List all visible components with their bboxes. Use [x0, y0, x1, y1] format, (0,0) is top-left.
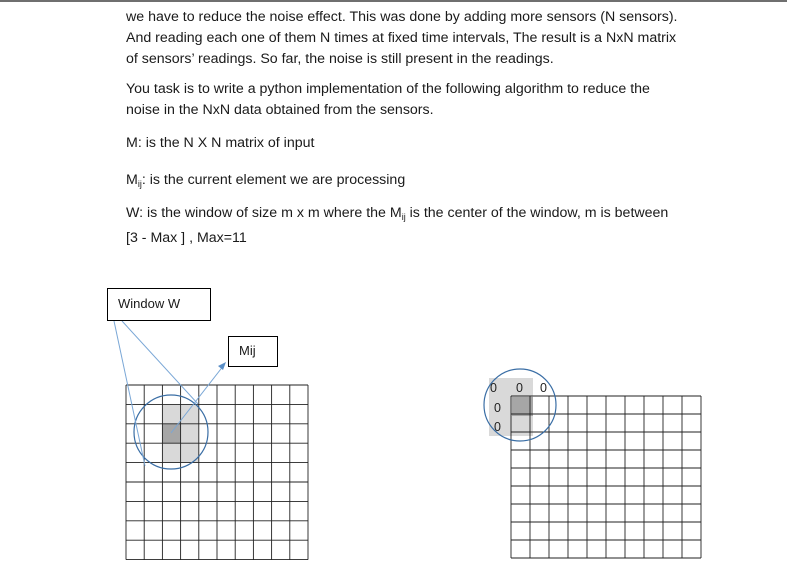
symbol-m: M: [126, 172, 138, 188]
definition-matrix: M: is the N X N matrix of input: [126, 135, 315, 151]
subscript-ij: ij: [137, 179, 142, 189]
pad-zero-label: 0: [494, 420, 501, 434]
mij-label-box: Mij: [228, 336, 278, 367]
center-cell: [162, 424, 181, 443]
window-w-label-box: Window W: [107, 288, 211, 321]
grid-lines: [511, 396, 701, 558]
text-line: of sensors’ readings. So far, the noise is still present in the readings.: [126, 51, 554, 67]
matrix-grid-right: [489, 378, 701, 558]
text-line: You task is to write a python implementation of the following algorithm to reduce the: [126, 81, 650, 97]
window-pointer-line: [122, 321, 198, 404]
subscript-ij: ij: [401, 212, 406, 222]
pad-zero-label: 0: [540, 381, 547, 395]
pad-zero-label: 0: [494, 401, 501, 415]
text-line: [3 - Max ] , Max=11: [126, 230, 247, 246]
grid-lines: [126, 385, 308, 560]
pad-zero-label: 0: [490, 381, 497, 395]
definition-text: : is the current element we are processing: [141, 172, 406, 188]
pad-zero-label: 0: [516, 381, 523, 395]
definition-text: is the center of the window, m is between: [405, 205, 669, 221]
definition-text: W: is the window of size m x m where the M: [126, 205, 402, 221]
matrix-grid-left: [126, 385, 308, 560]
text-line: we have to reduce the noise effect. This was done by adding more sensors (N sensors).: [126, 9, 678, 25]
text-line: And reading each one of them N times at fixed time intervals, The result is a NxN matrix: [126, 30, 677, 46]
text-line: noise in the NxN data obtained from the sensors.: [126, 102, 434, 118]
window-pointer-line: [114, 321, 145, 466]
arrow-head-icon: [218, 362, 226, 370]
